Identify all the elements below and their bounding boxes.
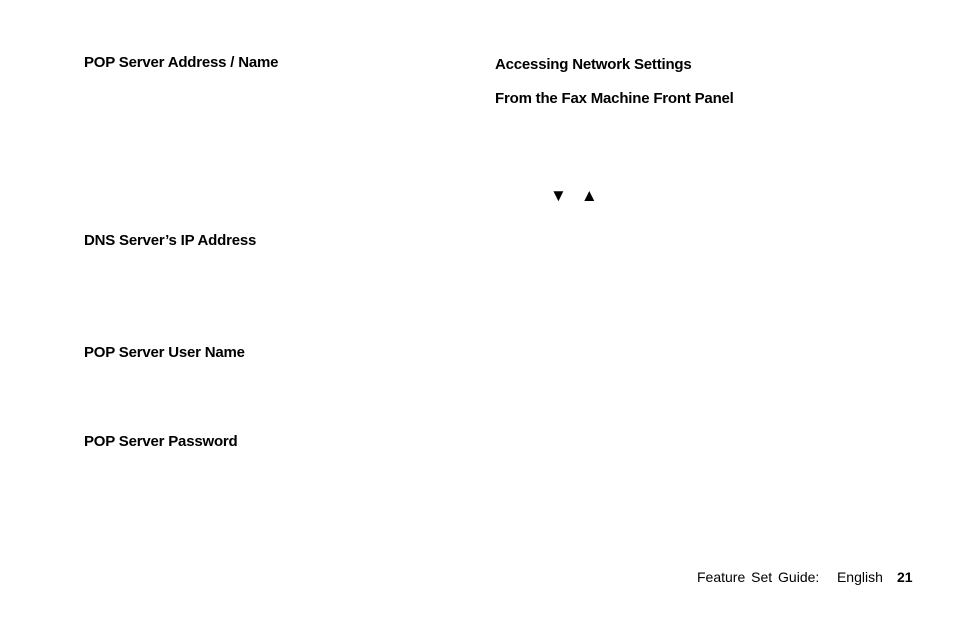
- page-number: 21: [897, 569, 913, 585]
- arrow-keys: [550, 186, 598, 206]
- heading-accessing-network-settings: Accessing Network Settings: [495, 56, 692, 73]
- heading-pop-server-password: POP Server Password: [84, 433, 238, 450]
- footer-language: English: [836, 569, 883, 585]
- arrow-up-icon: ▲: [580, 186, 598, 205]
- footer-guide-title: [697, 568, 883, 586]
- heading-dns-server-ip: DNS Server’s IP Address: [84, 232, 257, 249]
- heading-fax-front-panel: From the Fax Machine Front Panel: [495, 90, 734, 107]
- arrow-down-icon: ▼: [550, 186, 567, 205]
- footer-guide-name: Feature Set Guide:: [697, 569, 820, 585]
- heading-pop-server-user-name: POP Server User Name: [84, 344, 245, 361]
- heading-pop-server-address: POP Server Address / Name: [84, 54, 279, 71]
